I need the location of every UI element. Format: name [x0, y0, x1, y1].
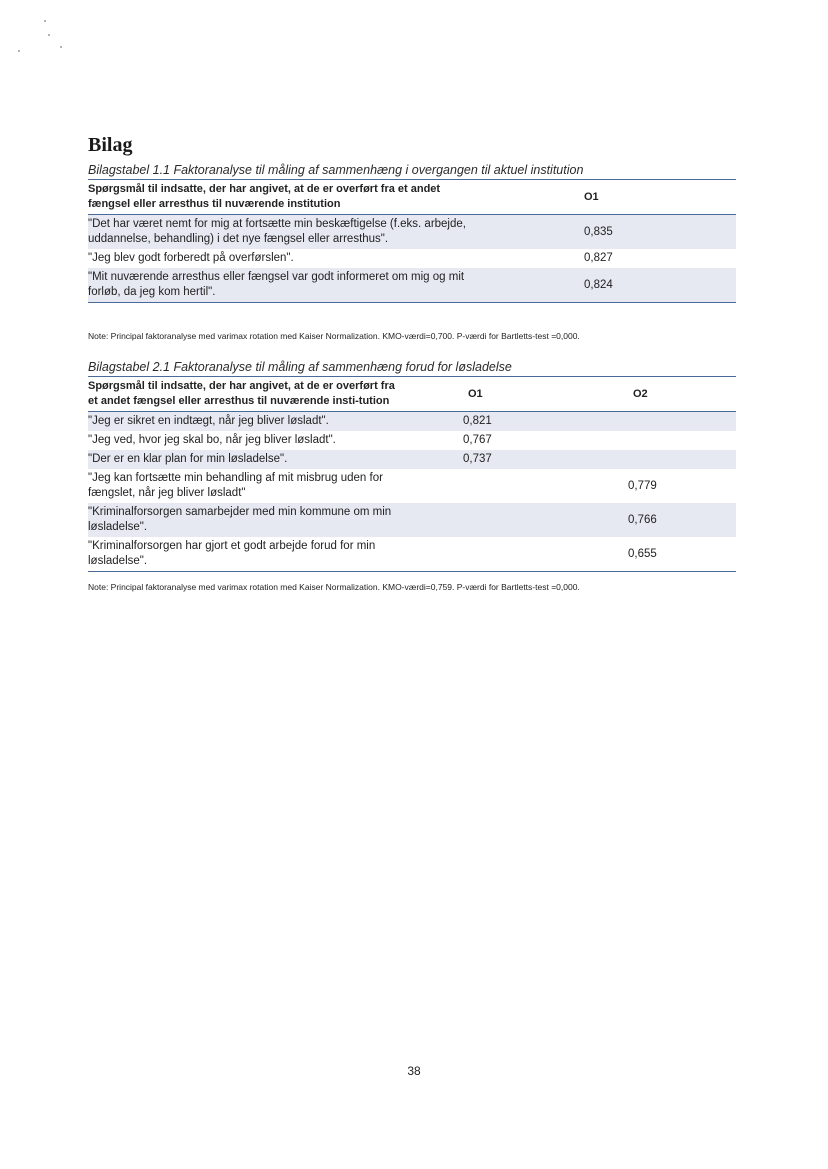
table2-row2-o1: 0,767 — [463, 434, 492, 446]
table2-row2-question: "Jeg ved, hvor jeg skal bo, når jeg bliver løsladt". — [88, 434, 336, 446]
table1-o1-header: O1 — [584, 180, 736, 215]
table2-row1-question: "Jeg er sikret en indtægt, når jeg bliver løsladt". — [88, 412, 463, 432]
table2-row6-o1 — [463, 537, 628, 572]
table-row — [88, 450, 736, 469]
table-row — [88, 249, 736, 268]
table2-row5-o1 — [463, 503, 628, 537]
table1-row2-question: "Jeg blev godt forberedt på overførslen". — [88, 252, 294, 264]
scan-speck — [48, 34, 50, 36]
table-row — [88, 537, 736, 572]
scan-speck — [18, 50, 20, 52]
table2-row6-question: "Kriminalforsorgen har gjort et godt arbejde forud for min løsladelse". — [88, 537, 463, 572]
table2-row6-o2: 0,655 — [628, 537, 736, 572]
factor-table-1 — [88, 179, 736, 303]
table1-question-header: Spørgsmål til indsatte, der har angivet, at de er overført fra et andet fængsel eller arresthus til nuværende institution — [88, 180, 584, 215]
table2-question-header: Spørgsmål til indsatte, der har angivet, at de er overført fra et andet fængsel eller arresthus til nuværende insti-tution — [88, 377, 463, 412]
appendix-heading: Bilag — [88, 134, 133, 156]
table1-row1-o1: 0,835 — [584, 215, 736, 250]
table2-row5-question: "Kriminalforsorgen samarbejder med min kommune om min løsladelse". — [88, 503, 463, 537]
table2-o2-header: O2 — [628, 377, 736, 412]
table1-header-row — [88, 180, 736, 215]
table2-header-row — [88, 377, 736, 412]
table2-row4-o1 — [463, 469, 628, 503]
table-row — [88, 215, 736, 250]
table-row — [88, 431, 736, 450]
table-row — [88, 268, 736, 303]
table2-caption: Bilagstabel 2.1 Faktoranalyse til måling af sammenhæng forud for løsladelse — [88, 360, 512, 374]
table1-note: Note: Principal faktoranalyse med varimax rotation med Kaiser Normalization. KMO-værdi=0,700. P-værdi for Bartletts-test =0,000. — [88, 331, 580, 341]
table2-row4-question: "Jeg kan fortsætte min behandling af mit misbrug uden for fængslet, når jeg bliver løsladt" — [88, 472, 383, 499]
factor-table-2 — [88, 376, 736, 572]
table2-row3-o1: 0,737 — [463, 450, 628, 469]
scan-speck — [44, 20, 46, 22]
table2-row2-o2 — [628, 431, 736, 450]
table2-o1-header: O1 — [463, 377, 628, 412]
table2-row1-o2 — [628, 412, 736, 432]
table1-row3-question: "Mit nuværende arresthus eller fængsel var godt informeret om mig og mit forløb, da jeg kom hertil". — [88, 268, 584, 303]
scan-speck — [60, 46, 62, 48]
table2-row4-o2: 0,779 — [628, 479, 657, 492]
table-row — [88, 503, 736, 537]
table2-row5-o2: 0,766 — [628, 503, 736, 537]
table2-row1-o1: 0,821 — [463, 412, 628, 432]
table2-note: Note: Principal faktoranalyse med varimax rotation med Kaiser Normalization. KMO-værdi=0,759. P-værdi for Bartletts-test =0,000. — [88, 582, 580, 592]
page-number: 38 — [407, 1064, 421, 1078]
table-row — [88, 412, 736, 432]
table1-row3-o1: 0,824 — [584, 268, 736, 303]
table2-row3-question: "Der er en klar plan for min løsladelse". — [88, 450, 463, 469]
table1-row2-o1: 0,827 — [584, 252, 613, 264]
table1-row1-question: "Det har været nemt for mig at fortsætte min beskæftigelse (f.eks. arbejde, uddannelse, behandling) i det nye fængsel eller arresthus". — [88, 215, 584, 250]
table1-caption: Bilagstabel 1.1 Faktoranalyse til måling af sammenhæng i overgangen til aktuel institution — [88, 163, 584, 177]
table-row — [88, 469, 736, 503]
table2-row3-o2 — [628, 450, 736, 469]
